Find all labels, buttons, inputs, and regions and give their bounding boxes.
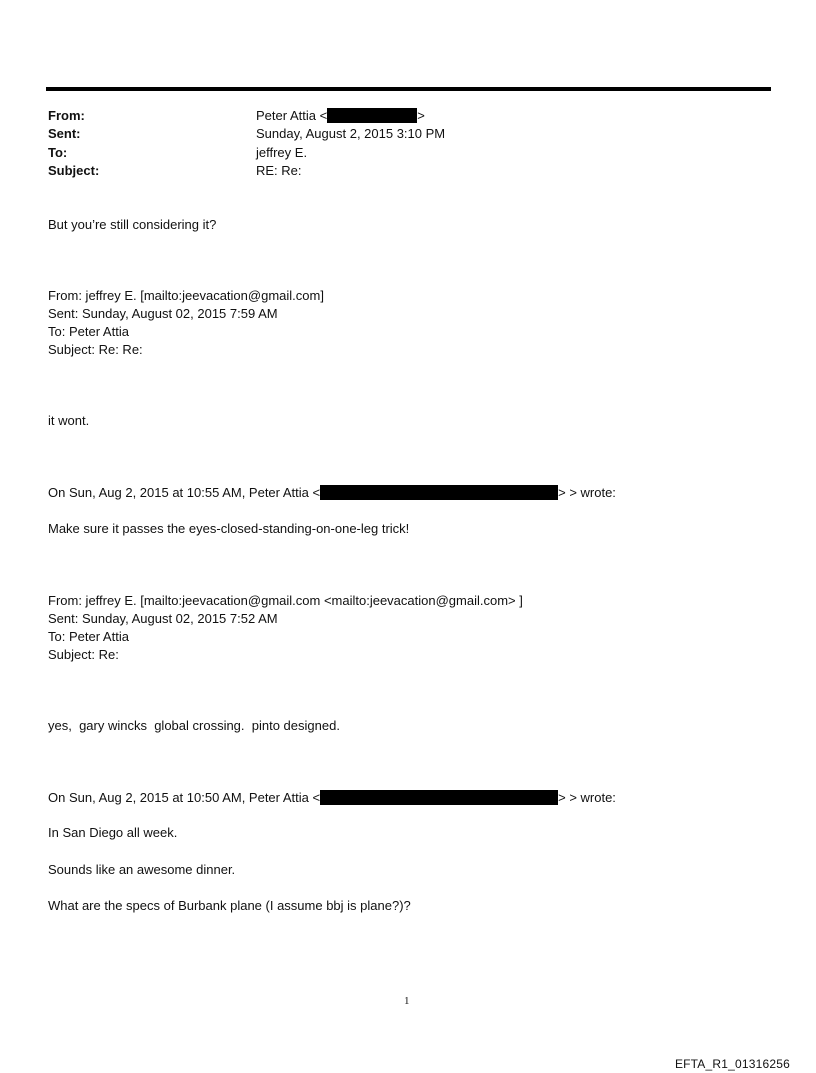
- on-wrote-prefix: On Sun, Aug 2, 2015 at 10:50 AM, Peter Attia <: [48, 790, 321, 805]
- from-label: From:: [48, 108, 85, 123]
- on-wrote-suffix: > > wrote:: [558, 485, 616, 500]
- quote2-from: From: jeffrey E. [mailto:jeevacation@gmail.com <mailto:jeevacation@gmail.com> ]: [48, 593, 523, 608]
- reply-line: But you’re still considering it?: [48, 217, 217, 232]
- from-value: [256, 108, 425, 124]
- quote1-reply: Make sure it passes the eyes-closed-standing-on-one-leg trick!: [48, 521, 410, 536]
- sent-label: Sent:: [48, 126, 81, 141]
- quote2-subject: Subject: Re:: [48, 647, 119, 662]
- quote2-sent: Sent: Sunday, August 02, 2015 7:52 AM: [48, 611, 278, 626]
- subject-label: Subject:: [48, 163, 100, 178]
- document-id: EFTA_R1_01316256: [674, 1057, 790, 1071]
- header-rule: [46, 87, 771, 91]
- quote1-subject: Subject: Re: Re:: [48, 342, 143, 357]
- to-label: To:: [48, 145, 68, 160]
- quote2-to: To: Peter Attia: [48, 629, 129, 644]
- final-line-2: Sounds like an awesome dinner.: [48, 862, 236, 877]
- final-line-1: In San Diego all week.: [48, 825, 178, 840]
- from-name: Peter Attia <: [256, 108, 328, 123]
- to-value: jeffrey E.: [256, 145, 308, 160]
- sent-value: Sunday, August 2, 2015 3:10 PM: [256, 126, 446, 141]
- from-close: >: [417, 108, 425, 123]
- on-wrote-line-2: [48, 790, 616, 806]
- redaction-box: [320, 485, 558, 500]
- quote2-text: yes, gary wincks global crossing. pinto designed.: [48, 718, 340, 733]
- redaction-box: [320, 790, 558, 805]
- subject-value: RE: Re:: [256, 163, 302, 178]
- on-wrote-line-1: [48, 485, 616, 501]
- on-wrote-suffix: > > wrote:: [558, 790, 616, 805]
- redaction-box: [327, 108, 417, 123]
- quote1-from: From: jeffrey E. [mailto:jeevacation@gmail.com]: [48, 288, 324, 303]
- page-number: 1: [404, 995, 410, 1007]
- quote1-sent: Sent: Sunday, August 02, 2015 7:59 AM: [48, 306, 278, 321]
- quote1-to: To: Peter Attia: [48, 324, 129, 339]
- on-wrote-prefix: On Sun, Aug 2, 2015 at 10:55 AM, Peter Attia <: [48, 485, 321, 500]
- final-line-3: What are the specs of Burbank plane (I assume bbj is plane?)?: [48, 898, 411, 913]
- quote1-text: it wont.: [48, 413, 90, 428]
